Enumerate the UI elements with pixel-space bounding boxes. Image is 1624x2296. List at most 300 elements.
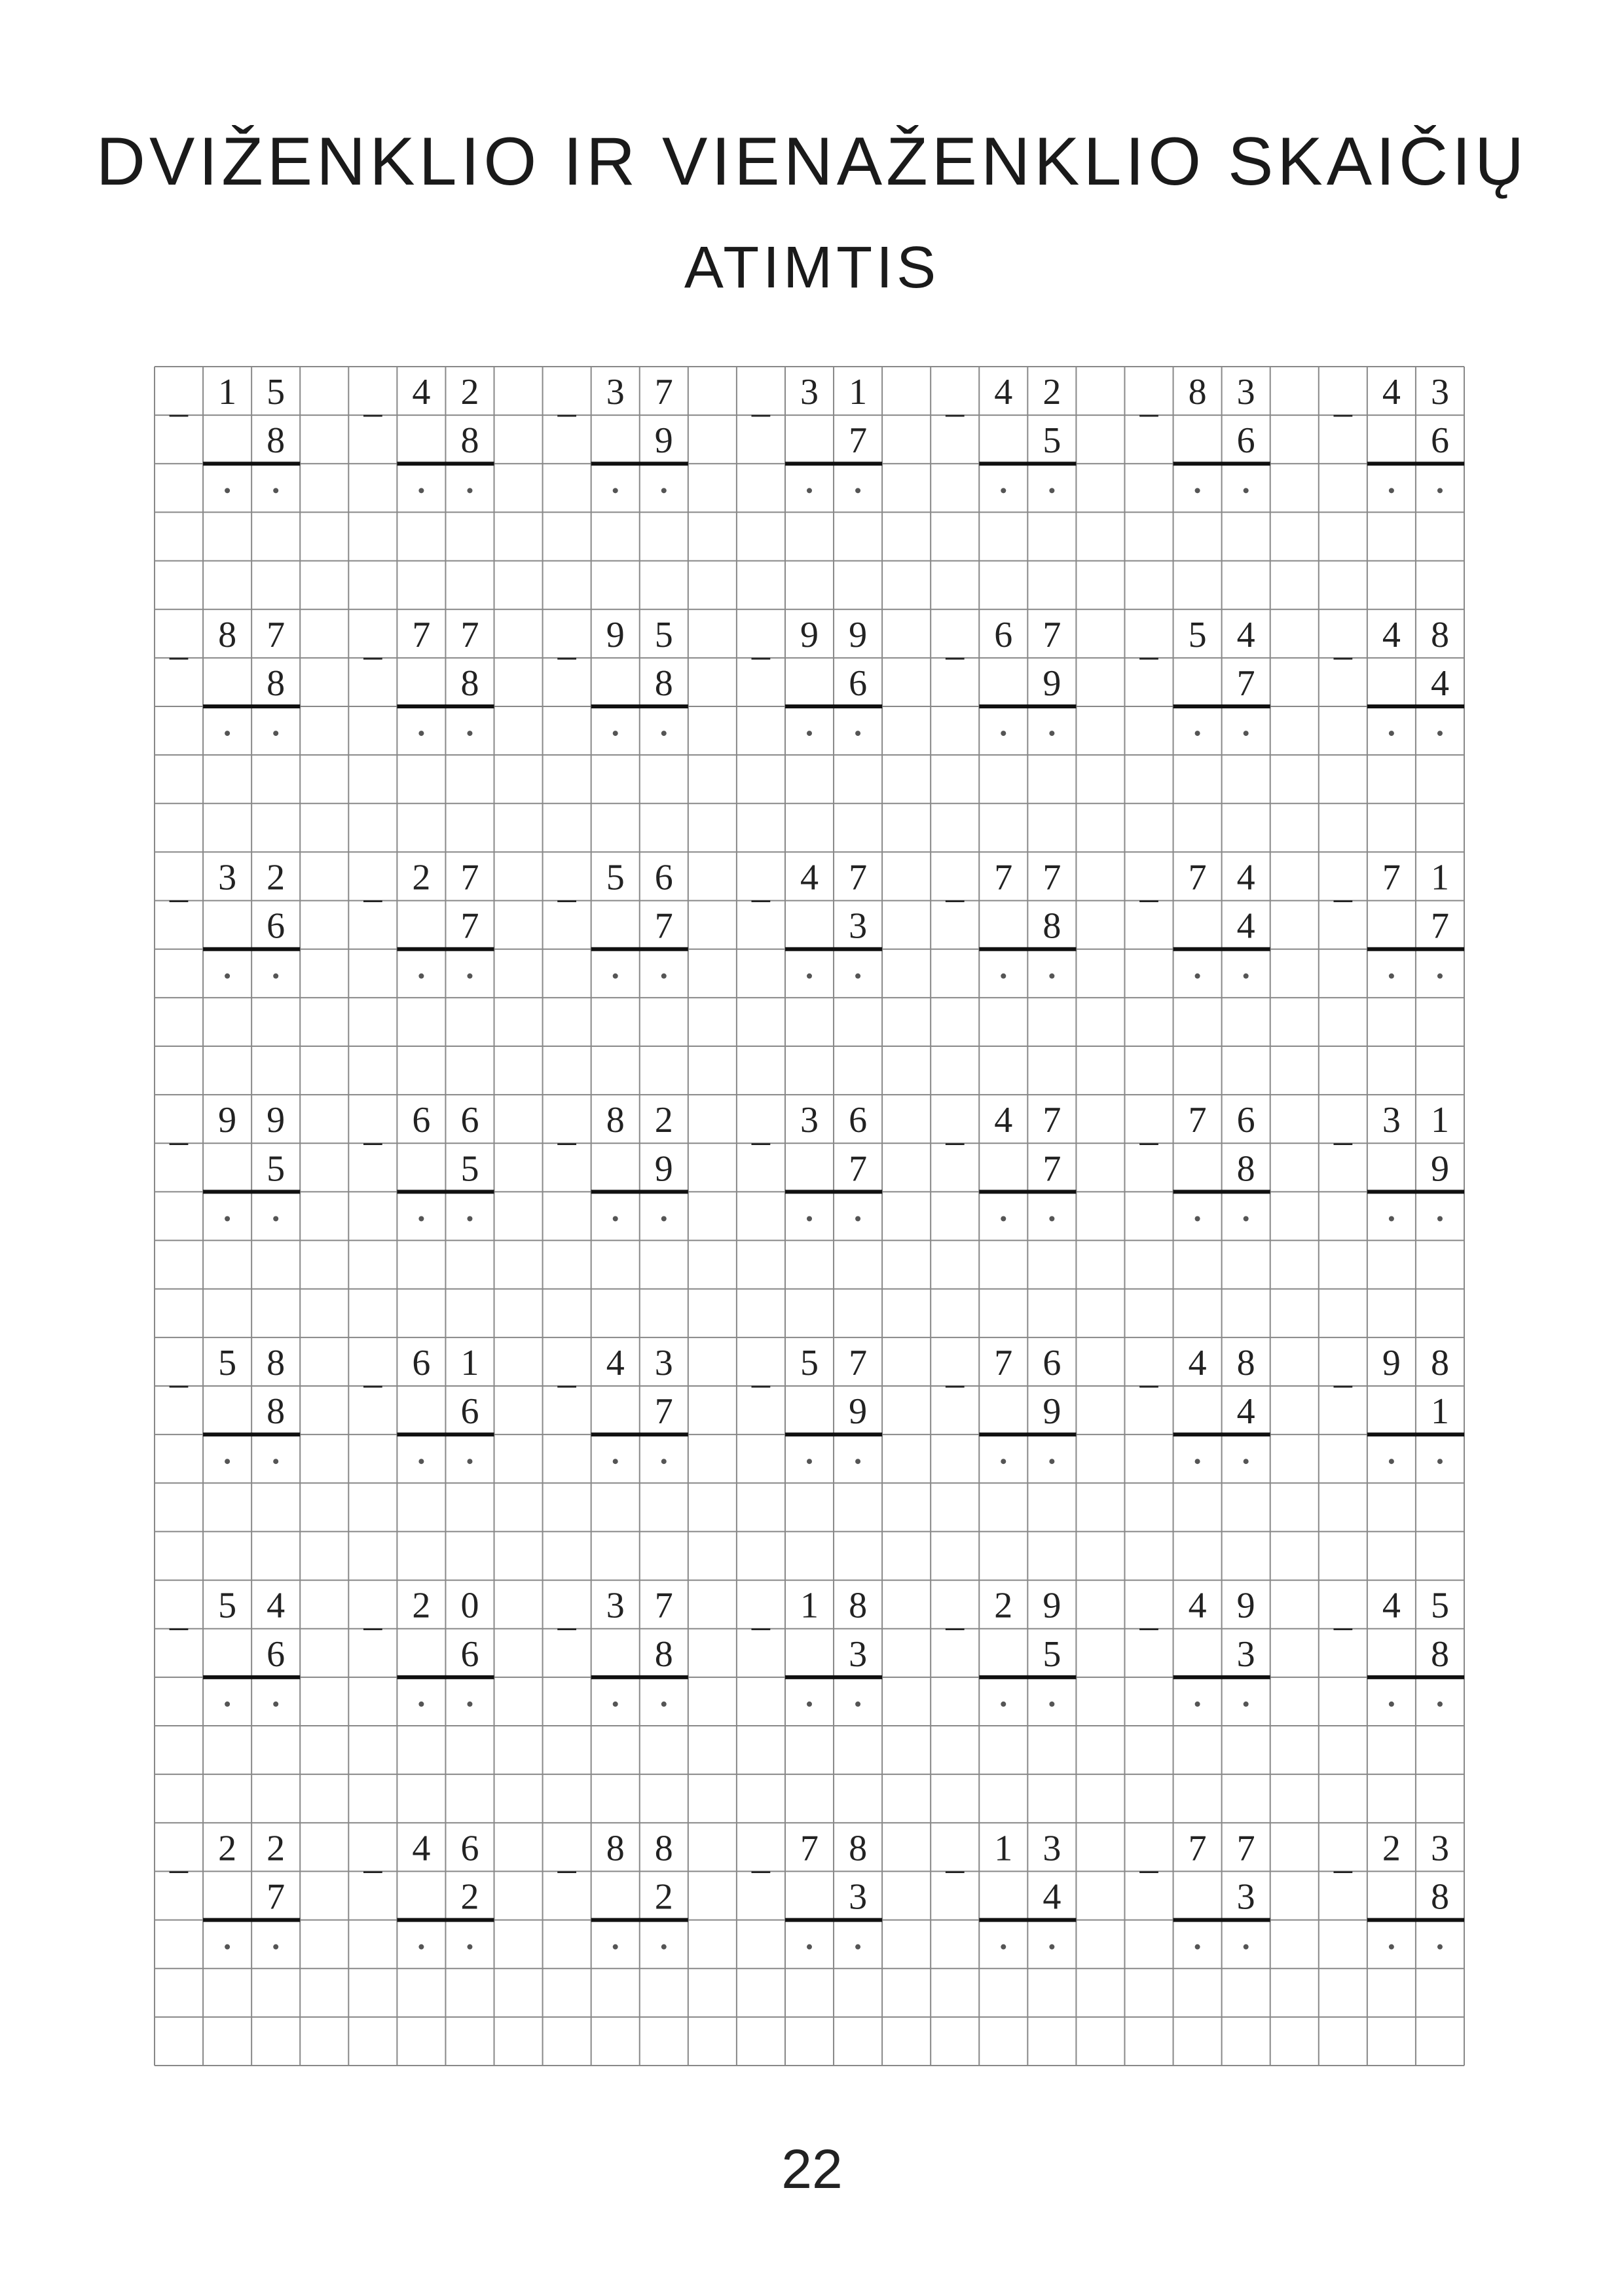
minuend-ones-digit: 8 — [267, 1342, 286, 1383]
minuend-tens-digit: 5 — [1188, 614, 1207, 655]
answer-dot — [467, 1216, 472, 1222]
subtraction-problem — [1333, 1343, 1464, 1464]
answer-dot — [1195, 1459, 1200, 1464]
subtraction-problem — [557, 1586, 688, 1707]
subtrahend-digit: 8 — [267, 663, 286, 704]
minus-sign: – — [946, 1848, 965, 1889]
subtrahend-digit: 7 — [460, 905, 479, 947]
answer-dot — [467, 974, 472, 979]
minuend-tens-digit: 5 — [218, 1342, 237, 1383]
subtraction-problem — [1333, 1586, 1464, 1707]
answer-dot — [855, 1944, 860, 1950]
answer-dot — [855, 731, 860, 736]
answer-dot — [467, 1702, 472, 1707]
minus-sign: – — [946, 392, 965, 433]
answer-dot — [661, 1702, 667, 1707]
subtraction-problem — [1333, 858, 1464, 979]
minus-sign: – — [751, 1120, 770, 1161]
subtrahend-digit: 8 — [1430, 1633, 1449, 1675]
minuend-tens-digit: 1 — [800, 1585, 819, 1626]
answer-dot — [273, 1944, 278, 1950]
minuend-ones-digit: 2 — [267, 1828, 286, 1869]
subtrahend-digit: 3 — [1236, 1876, 1255, 1918]
minuend-ones-digit: 7 — [460, 614, 479, 655]
subtrahend-digit: 3 — [1236, 1633, 1255, 1675]
answer-dot — [467, 488, 472, 493]
minus-sign: – — [1139, 877, 1158, 919]
minus-sign: – — [557, 1120, 576, 1161]
subtrahend-digit: 3 — [849, 1876, 868, 1918]
answer-dot — [613, 1459, 618, 1464]
subtrahend-digit: 8 — [654, 1633, 673, 1675]
answer-dot — [1001, 731, 1006, 736]
answer-dot — [1437, 488, 1443, 493]
minuend-ones-digit: 1 — [460, 1342, 479, 1383]
minuend-tens-digit: 2 — [218, 1828, 237, 1869]
minus-sign: – — [1139, 634, 1158, 676]
minus-sign: – — [557, 1363, 576, 1404]
answer-dot — [418, 1702, 424, 1707]
minus-sign: – — [1333, 877, 1352, 919]
subtrahend-digit: 9 — [1430, 1148, 1449, 1190]
subtrahend-digit: 1 — [1430, 1391, 1449, 1432]
answer-dot — [225, 1459, 230, 1464]
subtrahend-digit: 8 — [267, 1391, 286, 1432]
answer-dot — [1001, 974, 1006, 979]
answer-dot — [273, 1216, 278, 1222]
subtraction-problem — [945, 858, 1076, 979]
subtrahend-digit: 7 — [849, 420, 868, 462]
answer-dot — [1244, 731, 1249, 736]
subtraction-problem — [169, 858, 300, 979]
subtraction-problem — [1139, 1586, 1270, 1707]
minus-sign: – — [1139, 1363, 1158, 1404]
answer-dot — [807, 488, 812, 493]
answer-dot — [1049, 731, 1054, 736]
subtrahend-digit: 7 — [1236, 663, 1255, 704]
answer-dot — [225, 731, 230, 736]
answer-dot — [1049, 974, 1054, 979]
subtraction-problem — [169, 1828, 300, 1949]
subtraction-problem — [751, 1100, 882, 1221]
minuend-tens-digit: 6 — [412, 1342, 431, 1383]
minuend-ones-digit: 7 — [849, 857, 868, 898]
minus-sign: – — [751, 1363, 770, 1404]
subtraction-problem — [363, 372, 494, 493]
subtraction-problem — [169, 1100, 300, 1221]
answer-dot — [273, 488, 278, 493]
subtraction-problem — [557, 1828, 688, 1949]
subtraction-problem — [1139, 1828, 1270, 1949]
minus-sign: – — [170, 1120, 189, 1161]
answer-dot — [273, 1459, 278, 1464]
minus-sign: – — [170, 877, 189, 919]
subtrahend-digit: 4 — [1236, 905, 1255, 947]
minuend-tens-digit: 4 — [994, 1100, 1013, 1141]
minuend-tens-digit: 8 — [1188, 372, 1207, 413]
minuend-tens-digit: 7 — [800, 1828, 819, 1869]
answer-dot — [613, 974, 618, 979]
subtrahend-digit: 6 — [460, 1391, 479, 1432]
answer-dot — [855, 1459, 860, 1464]
subtrahend-digit: 5 — [1043, 1633, 1061, 1675]
minuend-ones-digit: 5 — [267, 372, 286, 413]
answer-dot — [1389, 1702, 1394, 1707]
minuend-ones-digit: 6 — [1043, 1342, 1061, 1383]
subtraction-problem — [945, 615, 1076, 736]
minus-sign: – — [557, 392, 576, 433]
minuend-tens-digit: 4 — [1382, 372, 1401, 413]
minuend-tens-digit: 4 — [800, 857, 819, 898]
answer-dot — [418, 731, 424, 736]
answer-dot — [661, 1459, 667, 1464]
answer-dot — [418, 1459, 424, 1464]
subtraction-problem — [363, 1828, 494, 1949]
answer-dot — [807, 1216, 812, 1222]
minuend-tens-digit: 8 — [218, 614, 237, 655]
minuend-tens-digit: 9 — [800, 614, 819, 655]
minus-sign: – — [1139, 1605, 1158, 1647]
minuend-tens-digit: 8 — [606, 1100, 625, 1141]
minuend-tens-digit: 3 — [606, 1585, 625, 1626]
minuend-tens-digit: 4 — [994, 372, 1013, 413]
subtrahend-digit: 8 — [267, 420, 286, 462]
answer-dot — [807, 1702, 812, 1707]
minus-sign: – — [751, 392, 770, 433]
minus-sign: – — [1333, 1120, 1352, 1161]
answer-dot — [1195, 1702, 1200, 1707]
minus-sign: – — [557, 634, 576, 676]
minuend-ones-digit: 2 — [460, 372, 479, 413]
minus-sign: – — [170, 634, 189, 676]
subtraction-problem — [945, 1343, 1076, 1464]
answer-dot — [613, 1944, 618, 1950]
minuend-ones-digit: 8 — [1236, 1342, 1255, 1383]
answer-dot — [661, 731, 667, 736]
answer-dot — [418, 488, 424, 493]
page-title-line1: DVIŽENKLIO IR VIENAŽENKLIO SKAIČIŲ — [96, 124, 1528, 200]
answer-dot — [1195, 731, 1200, 736]
subtraction-problem — [945, 1828, 1076, 1949]
subtraction-problem — [751, 372, 882, 493]
minuend-tens-digit: 1 — [218, 372, 237, 413]
answer-dot — [1001, 1702, 1006, 1707]
subtrahend-digit: 5 — [267, 1148, 286, 1190]
answer-dot — [1195, 1216, 1200, 1222]
minus-sign: – — [1333, 1605, 1352, 1647]
minus-sign: – — [1333, 1848, 1352, 1889]
minus-sign: – — [946, 1363, 965, 1404]
subtraction-problem — [557, 615, 688, 736]
minuend-ones-digit: 4 — [1236, 857, 1255, 898]
answer-dot — [613, 1216, 618, 1222]
answer-dot — [1244, 974, 1249, 979]
answer-dot — [1049, 1702, 1054, 1707]
minus-sign: – — [363, 1120, 382, 1161]
subtrahend-digit: 4 — [1430, 663, 1449, 704]
minuend-ones-digit: 6 — [460, 1100, 479, 1141]
subtrahend-digit: 7 — [1043, 1148, 1061, 1190]
minus-sign: – — [1333, 634, 1352, 676]
minus-sign: – — [946, 877, 965, 919]
minuend-tens-digit: 7 — [994, 1342, 1013, 1383]
subtraction-problem — [557, 1343, 688, 1464]
answer-dot — [418, 1216, 424, 1222]
subtrahend-digit: 7 — [267, 1876, 286, 1918]
minus-sign: – — [170, 392, 189, 433]
answer-dot — [1195, 974, 1200, 979]
minuend-tens-digit: 3 — [218, 857, 237, 898]
minuend-tens-digit: 4 — [1188, 1585, 1207, 1626]
minuend-ones-digit: 2 — [654, 1100, 673, 1141]
subtraction-problem — [169, 1343, 300, 1464]
minus-sign: – — [946, 1605, 965, 1647]
minuend-ones-digit: 8 — [1430, 1342, 1449, 1383]
minuend-ones-digit: 9 — [267, 1100, 286, 1141]
minus-sign: – — [363, 1363, 382, 1404]
answer-dot — [1437, 974, 1443, 979]
minus-sign: – — [557, 1605, 576, 1647]
minuend-ones-digit: 2 — [1043, 372, 1061, 413]
answer-dot — [1244, 1702, 1249, 1707]
minuend-tens-digit: 5 — [218, 1585, 237, 1626]
subtrahend-digit: 3 — [849, 905, 868, 947]
minuend-tens-digit: 7 — [1382, 857, 1401, 898]
subtrahend-digit: 7 — [654, 1391, 673, 1432]
minuend-tens-digit: 7 — [1188, 857, 1207, 898]
answer-dot — [1049, 1944, 1054, 1950]
subtrahend-digit: 9 — [654, 1148, 673, 1190]
minuend-ones-digit: 8 — [849, 1585, 868, 1626]
subtraction-problem — [363, 1586, 494, 1707]
minuend-ones-digit: 6 — [1236, 1100, 1255, 1141]
answer-dot — [1389, 974, 1394, 979]
minuend-tens-digit: 4 — [412, 1828, 431, 1869]
subtrahend-digit: 4 — [1236, 1391, 1255, 1432]
subtrahend-digit: 7 — [654, 905, 673, 947]
subtraction-problem — [557, 1100, 688, 1221]
answer-dot — [855, 974, 860, 979]
answer-dot — [1195, 1944, 1200, 1950]
minuend-tens-digit: 2 — [1382, 1828, 1401, 1869]
minuend-ones-digit: 7 — [1236, 1828, 1255, 1869]
minuend-ones-digit: 3 — [654, 1342, 673, 1383]
subtraction-problem — [1333, 1100, 1464, 1221]
minuend-tens-digit: 3 — [800, 1100, 819, 1141]
answer-dot — [1001, 488, 1006, 493]
subtraction-problem — [1139, 615, 1270, 736]
minuend-tens-digit: 2 — [994, 1585, 1013, 1626]
minuend-ones-digit: 3 — [1043, 1828, 1061, 1869]
minus-sign: – — [363, 392, 382, 433]
subtrahend-digit: 4 — [1043, 1876, 1061, 1918]
minuend-ones-digit: 4 — [267, 1585, 286, 1626]
answer-dot — [1437, 731, 1443, 736]
subtraction-problem — [1333, 372, 1464, 493]
answer-dot — [1389, 1216, 1394, 1222]
answer-dot — [613, 731, 618, 736]
minus-sign: – — [751, 1848, 770, 1889]
subtrahend-digit: 5 — [1043, 420, 1061, 462]
subtrahend-digit: 6 — [267, 1633, 286, 1675]
subtraction-problem — [1139, 858, 1270, 979]
subtrahend-digit: 8 — [460, 420, 479, 462]
answer-dot — [273, 731, 278, 736]
subtraction-problem — [1333, 1828, 1464, 1949]
answer-dot — [1001, 1944, 1006, 1950]
subtrahend-digit: 9 — [1043, 1391, 1061, 1432]
subtraction-problem — [945, 1100, 1076, 1221]
subtrahend-digit: 6 — [267, 905, 286, 947]
minuend-ones-digit: 6 — [849, 1100, 868, 1141]
minus-sign: – — [1333, 1363, 1352, 1404]
answer-dot — [225, 1216, 230, 1222]
subtrahend-digit: 6 — [849, 663, 868, 704]
minuend-tens-digit: 9 — [1382, 1342, 1401, 1383]
subtrahend-digit: 3 — [849, 1633, 868, 1675]
answer-dot — [807, 974, 812, 979]
minuend-ones-digit: 3 — [1430, 372, 1449, 413]
answer-dot — [1437, 1216, 1443, 1222]
subtrahend-digit: 8 — [1236, 1148, 1255, 1190]
answer-dot — [1437, 1702, 1443, 1707]
answer-dot — [1195, 488, 1200, 493]
answer-dot — [273, 974, 278, 979]
minuend-tens-digit: 5 — [606, 857, 625, 898]
page-title-line2: ATIMTIS — [684, 235, 940, 301]
minuend-ones-digit: 5 — [654, 614, 673, 655]
minuend-tens-digit: 5 — [800, 1342, 819, 1383]
minuend-tens-digit: 3 — [800, 372, 819, 413]
subtraction-problem — [945, 1586, 1076, 1707]
subtrahend-digit: 6 — [1236, 420, 1255, 462]
minuend-ones-digit: 3 — [1430, 1828, 1449, 1869]
answer-dot — [467, 1944, 472, 1950]
answer-dot — [855, 1216, 860, 1222]
minus-sign: – — [363, 1848, 382, 1889]
minus-sign: – — [751, 877, 770, 919]
subtraction-problem — [557, 858, 688, 979]
answer-dot — [225, 1702, 230, 1707]
minus-sign: – — [751, 634, 770, 676]
minuend-tens-digit: 7 — [412, 614, 431, 655]
minuend-tens-digit: 2 — [412, 1585, 431, 1626]
answer-dot — [807, 731, 812, 736]
minuend-ones-digit: 3 — [1236, 372, 1255, 413]
answer-dot — [1389, 488, 1394, 493]
minuend-ones-digit: 7 — [654, 1585, 673, 1626]
minus-sign: – — [557, 1848, 576, 1889]
subtrahend-digit: 9 — [849, 1391, 868, 1432]
answer-dot — [225, 974, 230, 979]
minus-sign: – — [170, 1363, 189, 1404]
minus-sign: – — [946, 634, 965, 676]
minuend-tens-digit: 4 — [1382, 614, 1401, 655]
subtraction-problem — [751, 858, 882, 979]
minus-sign: – — [1333, 392, 1352, 433]
minus-sign: – — [557, 877, 576, 919]
subtraction-problem — [169, 372, 300, 493]
minuend-ones-digit: 9 — [1236, 1585, 1255, 1626]
subtrahend-digit: 2 — [654, 1876, 673, 1918]
answer-dot — [1389, 1459, 1394, 1464]
answer-dot — [1049, 1459, 1054, 1464]
subtraction-problem — [169, 1586, 300, 1707]
minuend-ones-digit: 7 — [849, 1342, 868, 1383]
minus-sign: – — [170, 1848, 189, 1889]
subtraction-problem — [1139, 1343, 1270, 1464]
subtrahend-digit: 9 — [1043, 663, 1061, 704]
answer-dot — [1244, 1459, 1249, 1464]
answer-dot — [1244, 488, 1249, 493]
minus-sign: – — [1139, 1120, 1158, 1161]
minuend-ones-digit: 2 — [267, 857, 286, 898]
subtraction-problem — [751, 1343, 882, 1464]
subtrahend-digit: 7 — [1430, 905, 1449, 947]
minuend-ones-digit: 1 — [1430, 1100, 1449, 1141]
answer-dot — [1437, 1459, 1443, 1464]
answer-dot — [1244, 1216, 1249, 1222]
subtrahend-digit: 8 — [1043, 905, 1061, 947]
subtraction-problem — [1333, 615, 1464, 736]
minuend-tens-digit: 1 — [994, 1828, 1013, 1869]
answer-dot — [273, 1702, 278, 1707]
minuend-ones-digit: 6 — [654, 857, 673, 898]
minuend-ones-digit: 7 — [460, 857, 479, 898]
answer-dot — [1389, 731, 1394, 736]
subtraction-problem — [363, 1343, 494, 1464]
subtraction-problem — [363, 858, 494, 979]
minuend-tens-digit: 4 — [606, 1342, 625, 1383]
subtraction-problem — [169, 615, 300, 736]
answer-dot — [807, 1944, 812, 1950]
subtrahend-digit: 9 — [654, 420, 673, 462]
minuend-ones-digit: 8 — [654, 1828, 673, 1869]
minus-sign: – — [1139, 1848, 1158, 1889]
minuend-ones-digit: 1 — [849, 372, 868, 413]
minuend-tens-digit: 6 — [994, 614, 1013, 655]
answer-dot — [225, 488, 230, 493]
minuend-ones-digit: 1 — [1430, 857, 1449, 898]
answer-dot — [418, 1944, 424, 1950]
minuend-ones-digit: 7 — [1043, 1100, 1061, 1141]
subtrahend-digit: 7 — [849, 1148, 868, 1190]
minuend-tens-digit: 2 — [412, 857, 431, 898]
answer-dot — [661, 488, 667, 493]
answer-dot — [1049, 488, 1054, 493]
subtraction-problem — [945, 372, 1076, 493]
minus-sign: – — [363, 634, 382, 676]
minuend-ones-digit: 7 — [1043, 614, 1061, 655]
minuend-ones-digit: 9 — [849, 614, 868, 655]
answer-dot — [661, 1216, 667, 1222]
answer-dot — [1244, 1944, 1249, 1950]
minuend-ones-digit: 7 — [1043, 857, 1061, 898]
subtrahend-digit: 8 — [654, 663, 673, 704]
subtrahend-digit: 8 — [1430, 1876, 1449, 1918]
minuend-tens-digit: 7 — [1188, 1828, 1207, 1869]
minuend-ones-digit: 6 — [460, 1828, 479, 1869]
subtraction-problem — [751, 1828, 882, 1949]
answer-dot — [613, 1702, 618, 1707]
answer-dot — [855, 488, 860, 493]
minuend-tens-digit: 4 — [412, 372, 431, 413]
subtraction-problem — [751, 615, 882, 736]
answer-dot — [1437, 1944, 1443, 1950]
subtraction-problem — [1139, 1100, 1270, 1221]
minuend-tens-digit: 9 — [606, 614, 625, 655]
answer-dot — [467, 731, 472, 736]
